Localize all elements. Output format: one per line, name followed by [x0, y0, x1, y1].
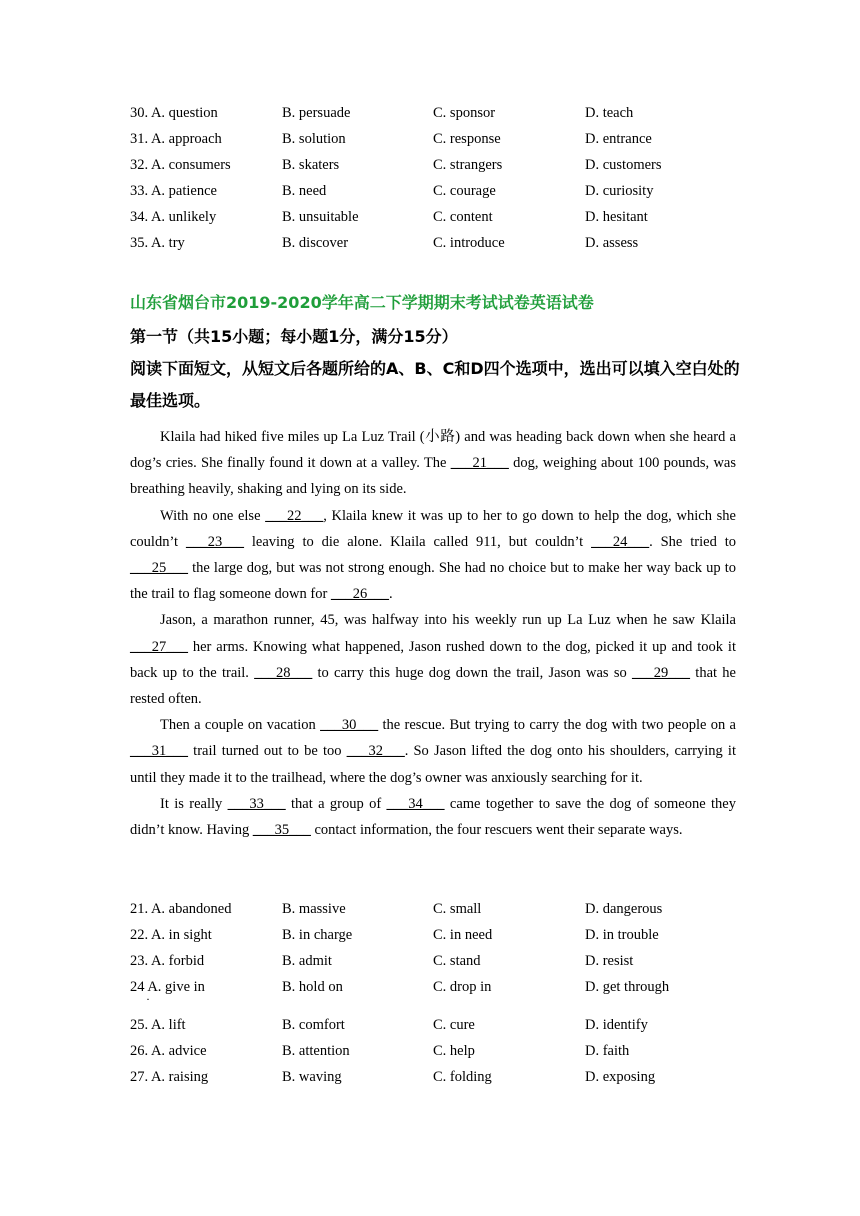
instructions: 阅读下面短文，从短文后各题所给的A、B、C和D四个选项中，选出可以填入空白处的最佳选项。 [130, 359, 740, 410]
option-b: B. persuade [282, 105, 351, 121]
option-b: B. attention [282, 1043, 350, 1059]
paragraph-1 [130, 424, 736, 503]
stray-dot: · [146, 992, 150, 1006]
passage-text: Klaila had hiked five miles up La Luz Trail (小路) and was heading back down when she heard a dog’s cries. She finally found it down at a valley. The [130, 429, 736, 472]
option-b: B. need [282, 183, 327, 199]
option-a: 35. A. try [130, 235, 185, 251]
option-a: 33. A. patience [130, 183, 217, 199]
option-a: 22. A. in sight [130, 927, 212, 943]
passage-text: trail turned out to be too [188, 743, 347, 760]
option-c: C. introduce [433, 235, 505, 251]
option-c: C. drop in [433, 979, 492, 995]
option-c: C. cure [433, 1017, 475, 1033]
blank-21: ___21___ [450, 455, 509, 472]
blank-24: ___24___ [591, 533, 650, 550]
paragraph-5 [130, 791, 736, 843]
option-c: C. strangers [433, 157, 503, 173]
option-a: 32. A. consumers [130, 157, 231, 173]
option-a: 34. A. unlikely [130, 209, 217, 225]
option-d: D. teach [585, 105, 634, 121]
passage-text: , Klaila knew it was up to her to go down to help the dog, which she couldn’t [130, 507, 736, 550]
passage-text: . She tried to [649, 533, 737, 550]
option-b: B. unsuitable [282, 209, 359, 225]
passage-text: Jason, a marathon runner, 45, was halfway into his weekly run up La Luz when he saw Klaila [160, 612, 736, 629]
option-d: D. customers [585, 157, 662, 173]
option-b: B. skaters [282, 157, 340, 173]
option-b: B. discover [282, 235, 349, 251]
option-a: 31. A. approach [130, 131, 222, 147]
option-d: D. curiosity [585, 183, 654, 199]
passage-text: It is really [160, 795, 228, 812]
option-c: C. folding [433, 1069, 492, 1085]
option-a: 21. A. abandoned [130, 901, 232, 917]
option-d: D. dangerous [585, 901, 663, 917]
cloze-passage [130, 424, 736, 843]
blank-22: ___22___ [265, 507, 324, 524]
option-a: 25. A. lift [130, 1017, 186, 1033]
blank-33: ___33___ [227, 795, 286, 812]
option-d: D. assess [585, 235, 639, 251]
option-d: D. in trouble [585, 927, 659, 943]
paragraph-4 [130, 712, 736, 791]
option-b: B. comfort [282, 1017, 345, 1033]
blank-25: ___25___ [130, 560, 188, 577]
blank-27: ___27___ [130, 638, 188, 655]
option-b: B. solution [282, 131, 346, 147]
option-c: C. courage [433, 183, 496, 199]
exam-title: 山东省烟台市2019-2020学年高二下学期期末考试试卷英语试卷 [130, 293, 594, 312]
option-a: 26. A. advice [130, 1043, 207, 1059]
passage-text: . [388, 586, 393, 603]
option-b: B. in charge [282, 927, 353, 943]
option-d: D. entrance [585, 131, 652, 147]
option-a: 27. A. raising [130, 1069, 209, 1085]
option-d: D. get through [585, 979, 670, 995]
option-a: 24 A. give in [130, 979, 205, 995]
paragraph-3 [130, 607, 736, 712]
option-c: C. in need [433, 927, 493, 943]
passage-text: With no one else [160, 507, 266, 524]
passage-text: to carry this huge dog down the trail, Jason was so [312, 664, 633, 681]
passage-text: contact information, the four rescuers went their separate ways. [310, 822, 683, 839]
option-b: B. admit [282, 953, 332, 969]
passage-text: the rescue. But trying to carry the dog with two people on a [378, 717, 736, 734]
blank-32: ___32___ [346, 743, 405, 760]
paragraph-2 [130, 503, 736, 608]
passage-text: the large dog, but was not strong enough. She had no choice but to make her way back up to the trail to flag someone down for [130, 560, 736, 603]
passage-text: leaving to die alone. Klaila called 911, but couldn’t [243, 533, 592, 550]
blank-31: ___31___ [130, 743, 188, 760]
option-d: D. exposing [585, 1069, 656, 1085]
option-c: C. stand [433, 953, 481, 969]
passage-text: that a group of [285, 795, 387, 812]
passage-text: came together to save the dog of someone they didn’t know. Having [130, 795, 736, 839]
option-c: C. content [433, 209, 493, 225]
option-a: 30. A. question [130, 105, 218, 121]
blank-35: ___35___ [252, 822, 311, 839]
option-d: D. hesitant [585, 209, 648, 225]
passage-text: . So Jason lifted the dog onto his shoulders, carrying it until they made it to the trailhead, where the dog’s owner was anxiously searching for it. [130, 743, 736, 786]
option-d: D. identify [585, 1017, 648, 1033]
option-c: C. response [433, 131, 501, 147]
passage-text: her arms. Knowing what happened, Jason rushed down to the dog, picked it up and took it back up to the trail. [130, 638, 736, 681]
blank-29: ___29___ [632, 664, 691, 681]
passage-text: that he rested often. [130, 664, 736, 708]
option-d: D. faith [585, 1043, 630, 1059]
section-heading: 第一节（共15小题；每小题1分，满分15分） [130, 327, 458, 346]
option-c: C. sponsor [433, 105, 496, 121]
blank-26: ___26___ [330, 586, 389, 603]
option-b: B. waving [282, 1069, 342, 1085]
passage-text: Then a couple on vacation [160, 717, 321, 734]
blank-34: ___34___ [386, 795, 445, 812]
option-b: B. massive [282, 901, 346, 917]
blank-28: ___28___ [254, 664, 313, 681]
passage-text: dog, weighing about 100 pounds, was breathing heavily, shaking and lying on its side. [130, 455, 737, 498]
option-a: 23. A. forbid [130, 953, 205, 969]
option-d: D. resist [585, 953, 634, 969]
option-c: C. small [433, 901, 482, 917]
blank-23: ___23___ [185, 533, 244, 550]
option-c: C. help [433, 1043, 475, 1059]
option-b: B. hold on [282, 979, 343, 995]
blank-30: ___30___ [320, 717, 379, 734]
